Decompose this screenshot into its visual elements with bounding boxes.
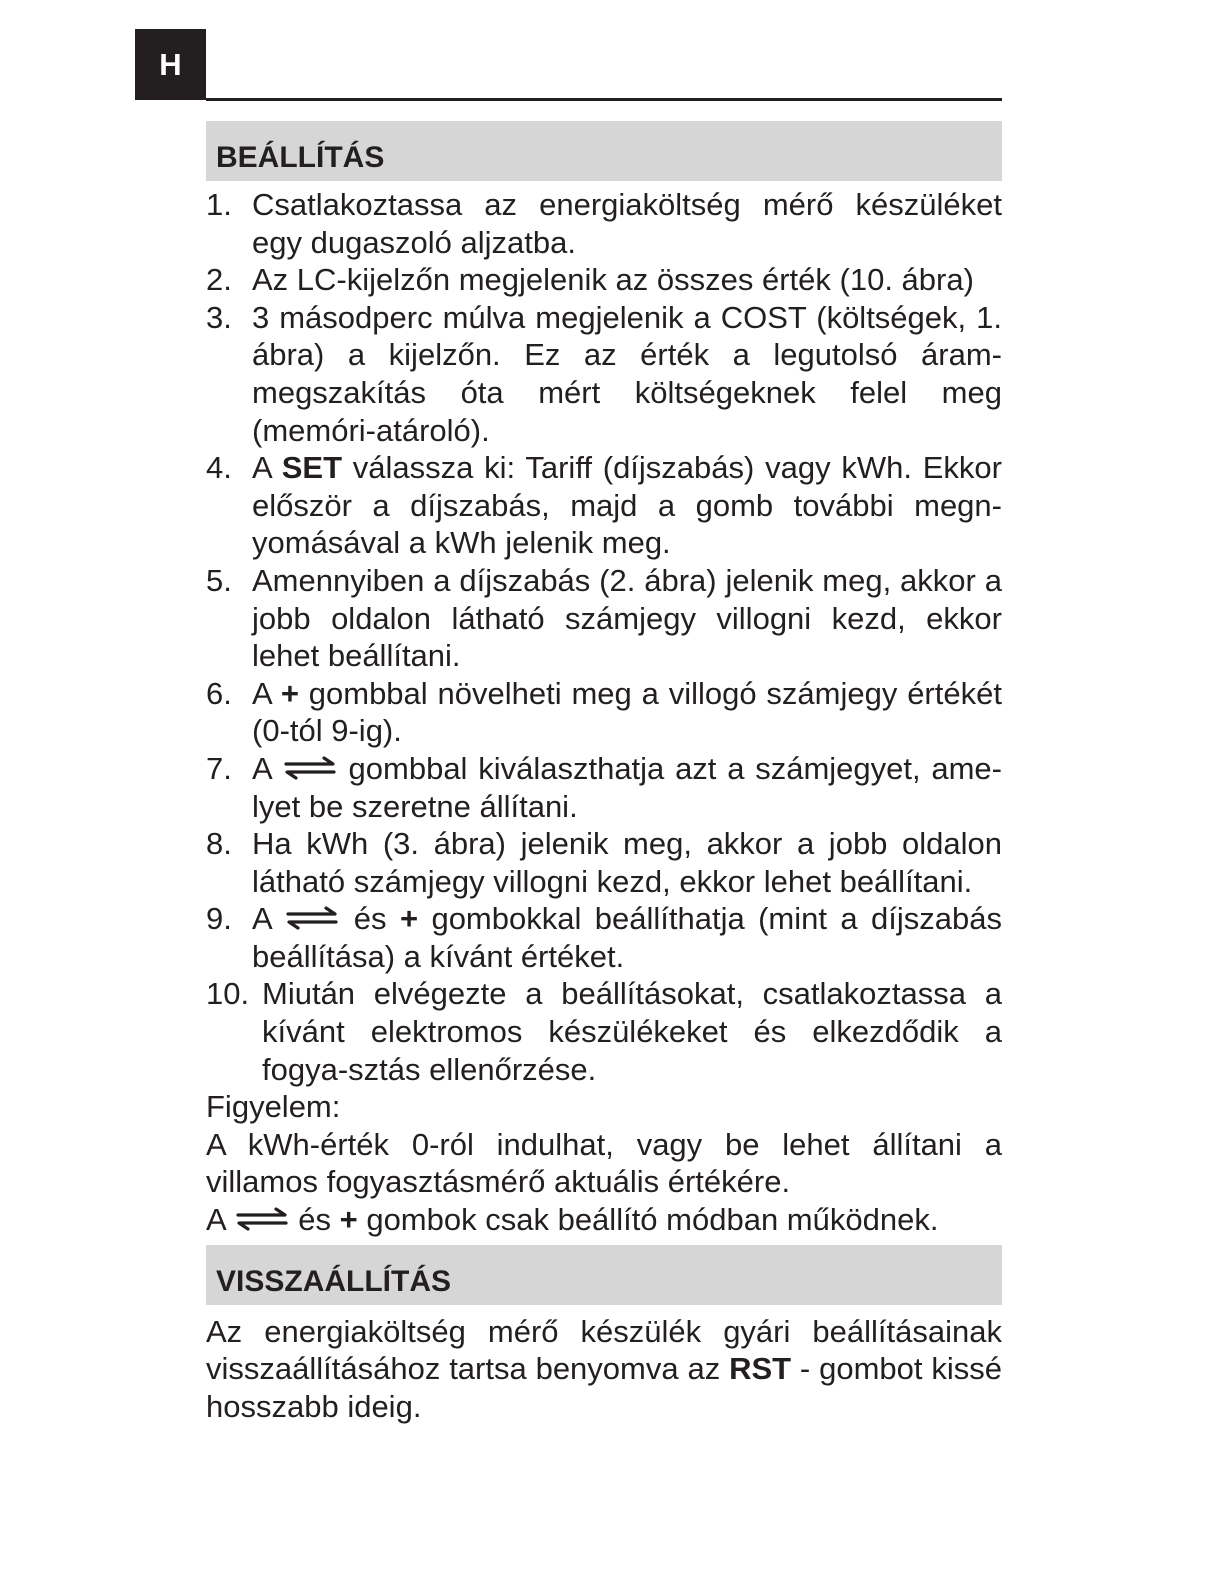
- step-text-post: válassza ki: Tariff (díjszabás) vagy kWh. Ekkor először a díjszabás, majd a gomb további megn-yomásával a kWh jelenik meg.: [252, 450, 1002, 561]
- step-5: [206, 562, 1002, 675]
- step-number: 3.: [206, 299, 232, 335]
- note-last-mid: és: [298, 1202, 331, 1238]
- step-number: 8.: [206, 826, 232, 862]
- plus-button-symbol: +: [339, 1202, 358, 1238]
- step-text: Csatlakoztassa az energiaköltség mérő készüléket egy dugaszoló aljzatba.: [252, 187, 1002, 260]
- language-tab: H: [135, 29, 206, 100]
- step-1: [206, 186, 1002, 261]
- set-button-label: SET: [281, 450, 343, 486]
- step-text: Miután elvégezte a beállításokat, csatlakoztassa a kívánt elektromos készülékeket és elkezdődik a fogya-sztás ellenőrzése.: [262, 976, 1002, 1087]
- step-text-pre: A: [252, 675, 271, 711]
- rst-button-label: RST: [729, 1351, 792, 1387]
- step-2: [206, 261, 1002, 299]
- step-6: [206, 675, 1002, 750]
- step-9: [206, 900, 1002, 975]
- reset-text: [206, 1313, 1002, 1426]
- note-text: A kWh-érték 0-ról indulhat, vagy be lehet állítani a villamos fogyasztásmérő aktuális értékére.: [206, 1126, 1002, 1200]
- section-title-visszaallitas: VISSZAÁLLÍTÁS: [206, 1245, 1002, 1305]
- step-number: 1.: [206, 187, 232, 222]
- step-text: 3 másodperc múlva megjelenik a COST (költségek, 1. ábra) a kijelzőn. Ez az érték a legutolsó áram-megszakítás óta mért költségeknek felel meg (memóri-atároló).: [252, 299, 1002, 448]
- note-last: [206, 1201, 1002, 1239]
- plus-button-symbol: +: [280, 675, 299, 711]
- step-7: [206, 750, 1002, 825]
- step-text-pre: A: [252, 450, 271, 486]
- switch-arrows-icon: [282, 756, 338, 780]
- step-number: 4.: [206, 450, 232, 486]
- step-text-pre: A: [252, 901, 271, 937]
- step-text-pre: A: [252, 750, 271, 786]
- step-text-post: gombbal növelheti meg a villogó számjegy értékét (0-tól 9-ig).: [252, 675, 1002, 749]
- header-rule: [206, 98, 1002, 101]
- step-text: [252, 449, 1002, 562]
- step-number: 2.: [206, 262, 232, 298]
- step-number: 10.: [206, 976, 250, 1012]
- reset-text-pre: Az energiaköltség mérő készülék gyári beállításainak visszaállításához tartsa benyomva az: [206, 1313, 1002, 1387]
- step-10: [206, 975, 1002, 1088]
- note-title: Figyelem:: [206, 1089, 341, 1125]
- step-8: [206, 825, 1002, 900]
- note-last-pre: A: [206, 1202, 225, 1238]
- step-text: Az LC-kijelzőn megjelenik az összes érték (10. ábra): [252, 262, 974, 298]
- plus-button-symbol: +: [399, 901, 419, 937]
- step-text: [252, 675, 1002, 750]
- step-number: 5.: [206, 562, 232, 598]
- step-text-mid: és: [353, 901, 387, 937]
- step-text: [252, 900, 1002, 975]
- step-text-post: gombokkal beállíthatja (mint a díjszabás beállítása) a kívánt értéket.: [252, 901, 1002, 974]
- step-3: [206, 299, 1002, 449]
- note-last-post: gombok csak beállító módban működnek.: [366, 1202, 939, 1238]
- manual-content: [206, 121, 1002, 1425]
- step-text: Ha kWh (3. ábra) jelenik meg, akkor a jobb oldalon látható számjegy villogni kezd, ekkor lehet beállítani.: [252, 826, 1002, 899]
- switch-arrows-icon: [284, 906, 340, 930]
- section-title-beallitas: BEÁLLÍTÁS: [206, 121, 1002, 181]
- reset-text-post: - gombot kissé hosszabb ideig.: [206, 1351, 1002, 1424]
- step-number: 7.: [206, 750, 232, 786]
- step-text: [252, 750, 1002, 825]
- step-text-post: gombbal kiválaszthatja azt a számjegyet, ame-lyet be szeretne állítani.: [252, 750, 1002, 824]
- step-4: [206, 449, 1002, 562]
- switch-arrows-icon: [234, 1207, 290, 1231]
- step-text: Amennyiben a díjszabás (2. ábra) jelenik meg, akkor a jobb oldalon látható számjegy villogni kezd, ekkor lehet beállítani.: [252, 562, 1002, 674]
- step-number: 9.: [206, 901, 232, 937]
- step-number: 6.: [206, 675, 232, 711]
